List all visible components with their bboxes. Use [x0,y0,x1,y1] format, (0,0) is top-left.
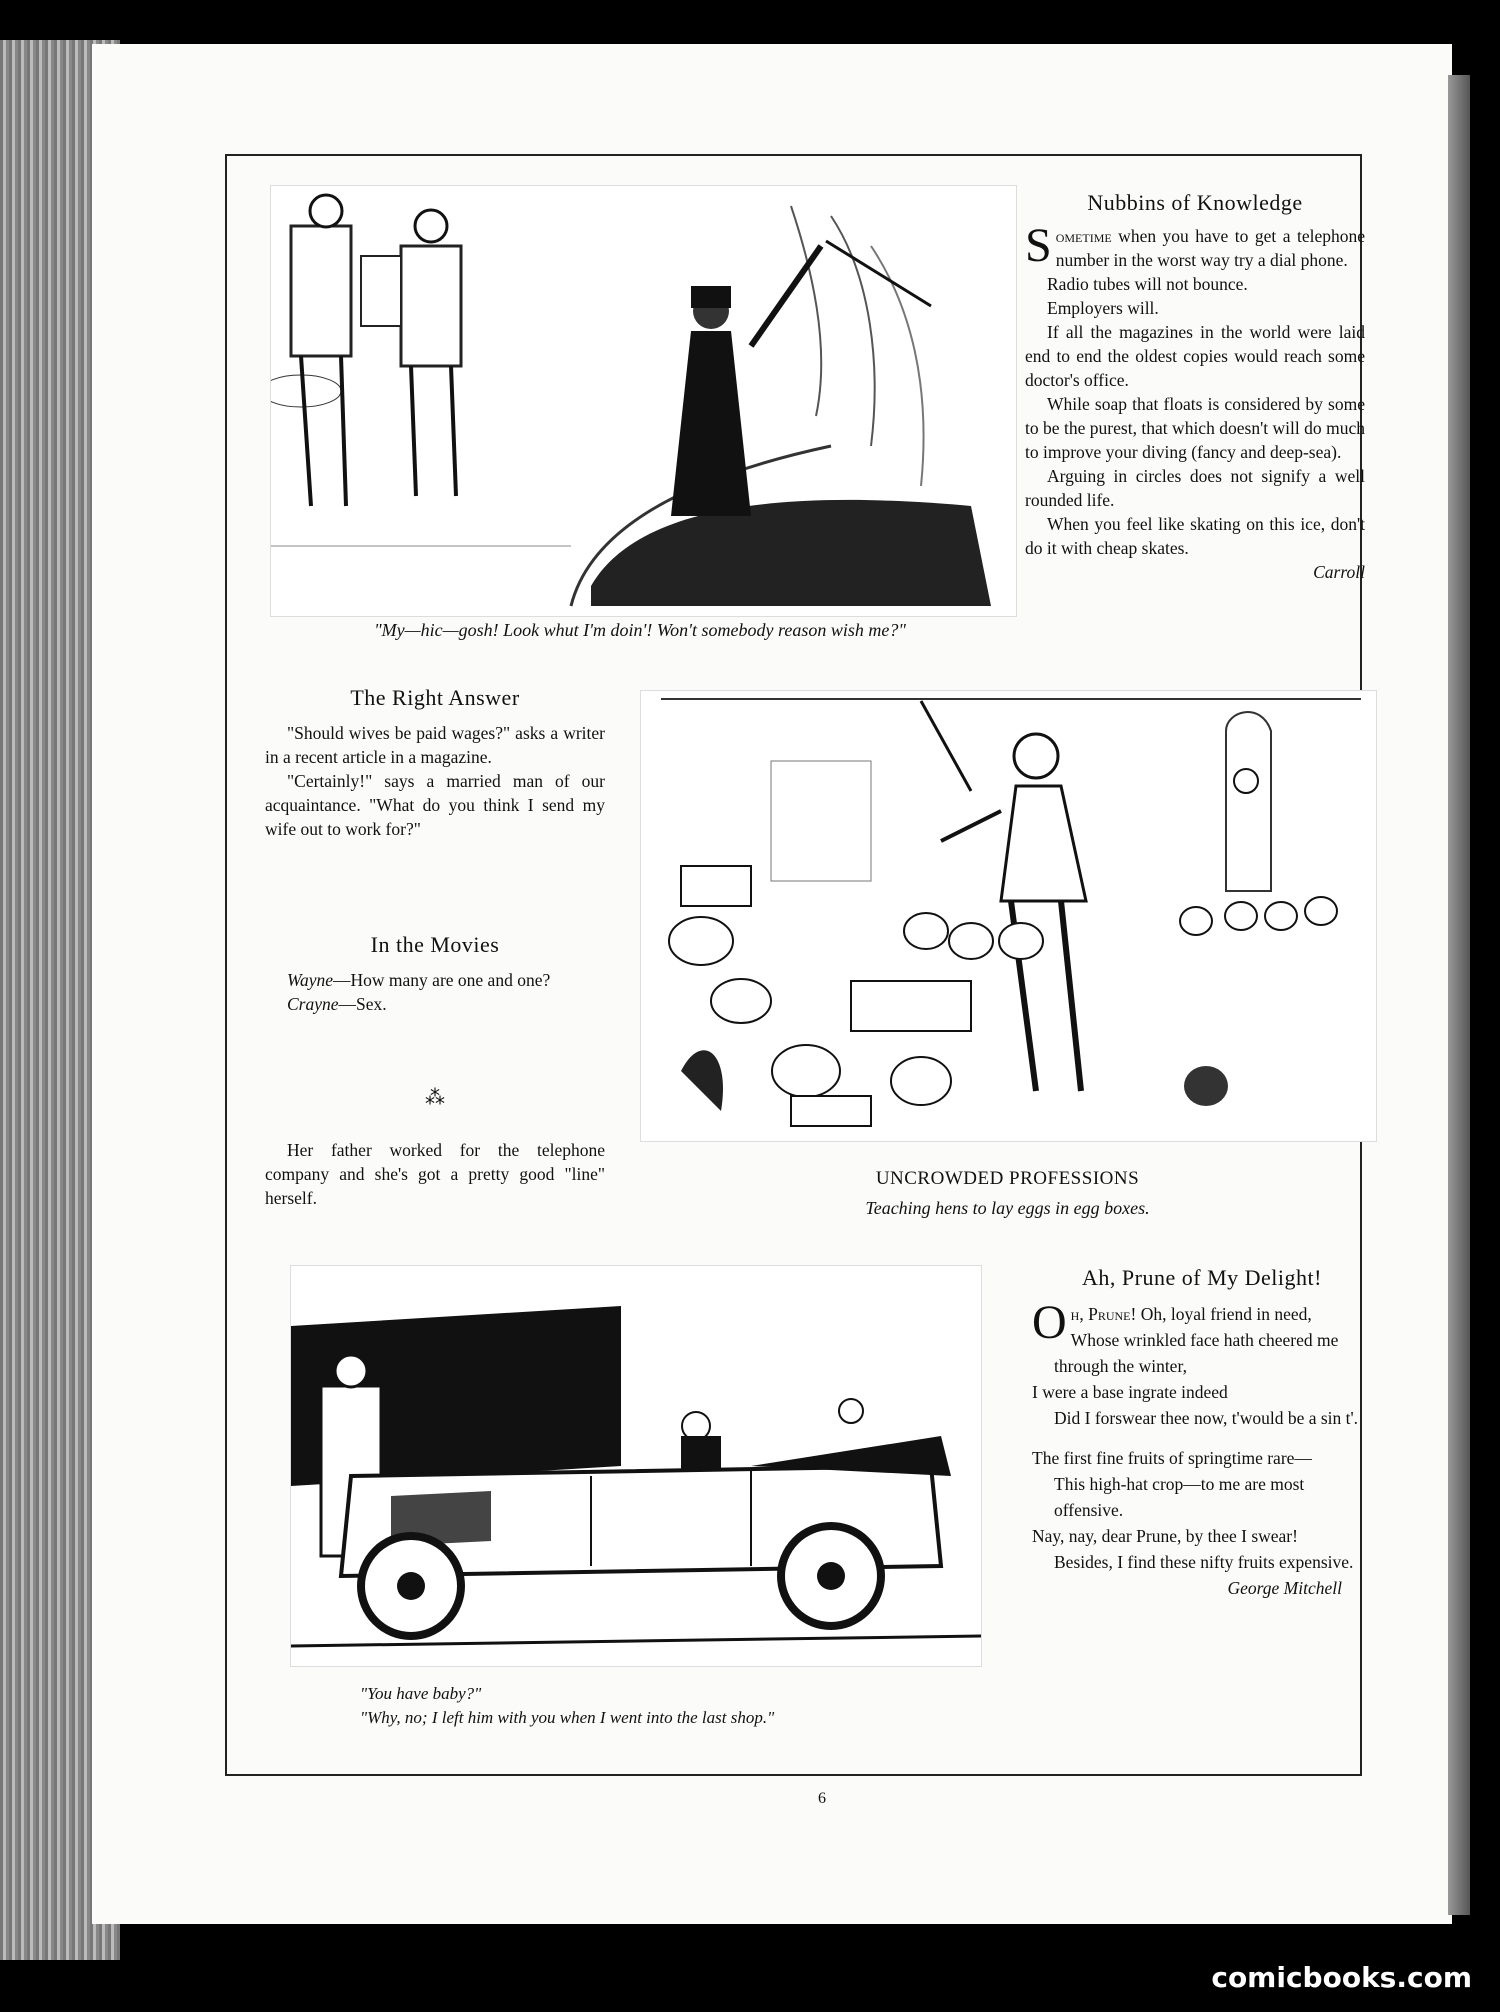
nubbins-lead-smallcaps: ometime [1055,226,1112,246]
movies-title: In the Movies [370,932,500,957]
right-answer-title: The Right Answer [350,685,520,710]
car-cartoon-illustration [290,1265,982,1667]
movies-speaker-2: Crayne [287,994,339,1014]
prune-stanza2-line: Besides, I find these nifty fruits expensive. [1054,1552,1354,1572]
hens-cartoon-title: UNCROWDED PROFESSIONS [875,1168,1140,1189]
hens-cartoon-subtitle: Teaching hens to lay eggs in egg boxes. [865,1198,1150,1218]
prune-stanza2-line: This high-hat crop—to me are most offensive. [1054,1474,1305,1520]
right-answer-text-1: "Should wives be paid wages?" asks a writer in a recent article in a magazine. [265,723,605,767]
fountain-cartoon-illustration [270,185,1017,617]
nubbins-drop-cap: S [1025,219,1052,272]
prune-title: Ah, Prune of My Delight! [1082,1265,1322,1290]
nubbins-line: While soap that floats is considered by some to be the purest, that which doesn't will do much to improve your diving (fancy and deep-sea). [1025,394,1365,462]
prune-poem [1032,1265,1372,1601]
nubbins-line: If all the magazines in the world were laid end to end the oldest copies would reach some doctor's office. [1025,322,1365,390]
car-cartoon-caption [360,1682,1000,1730]
prune-author: George Mitchell [1227,1578,1342,1598]
nubbins-line: Radio tubes will not bounce. [1047,274,1248,294]
prune-stanza1-line: Did I forswear thee now, t'would be a sin t'. [1054,1408,1359,1428]
prune-stanza2-line: Nay, nay, dear Prune, by thee I swear! [1032,1526,1298,1546]
telephone-joke-text: Her father worked for the telephone company and she's got a pretty good "line" herself. [265,1140,605,1208]
nubbins-title: Nubbins of Knowledge [1087,190,1303,215]
in-the-movies-article [265,932,605,1016]
book-right-edge [1448,75,1470,1915]
car-caption-line-2: "Why, no; I left him with you when I went into the last shop." [360,1708,775,1727]
nubbins-author: Carroll [1313,562,1365,582]
movies-line-2: —Sex. [338,994,387,1014]
section-divider: ⁂ [425,1087,445,1109]
fountain-cartoon-caption: "My—hic—gosh! Look whut I'm doin'! Won't somebody reason wish me?" [374,620,906,640]
page-number: 6 [818,1790,826,1807]
prune-first-smallcaps: h, Prune! [1070,1304,1137,1324]
prune-drop-cap: O [1032,1296,1067,1349]
right-answer-article [265,685,605,841]
watermark: comicbooks.com [1211,1961,1472,1994]
prune-stanza2-line: The first fine fruits of springtime rare— [1032,1448,1312,1468]
nubbins-line: Employers will. [1047,298,1159,318]
car-caption-line-1: "You have baby?" [360,1684,482,1703]
nubbins-line: Arguing in circles does not signify a well rounded life. [1025,466,1365,510]
movies-line-1: —How many are one and one? [333,970,551,990]
nubbins-lead-rest: when you have to get a telephone number in the worst way try a dial phone. [1055,226,1365,270]
nubbins-line: When you feel like skating on this ice, don't do it with cheap skates. [1025,514,1365,558]
prune-stanza1-line: I were a base ingrate indeed [1032,1382,1228,1402]
prune-first-rest: Oh, loyal friend in need, [1136,1304,1312,1324]
right-answer-text-2: "Certainly!" says a married man of our acquaintance. "What do you think I send my wife out to work for?" [265,771,605,839]
movies-speaker-1: Wayne [287,970,334,990]
nubbins-of-knowledge-article [1025,190,1365,584]
prune-stanza1-line: Whose wrinkled face hath cheered me through the winter, [1054,1330,1339,1376]
telephone-joke [265,1138,605,1210]
hens-cartoon-illustration [640,690,1377,1142]
